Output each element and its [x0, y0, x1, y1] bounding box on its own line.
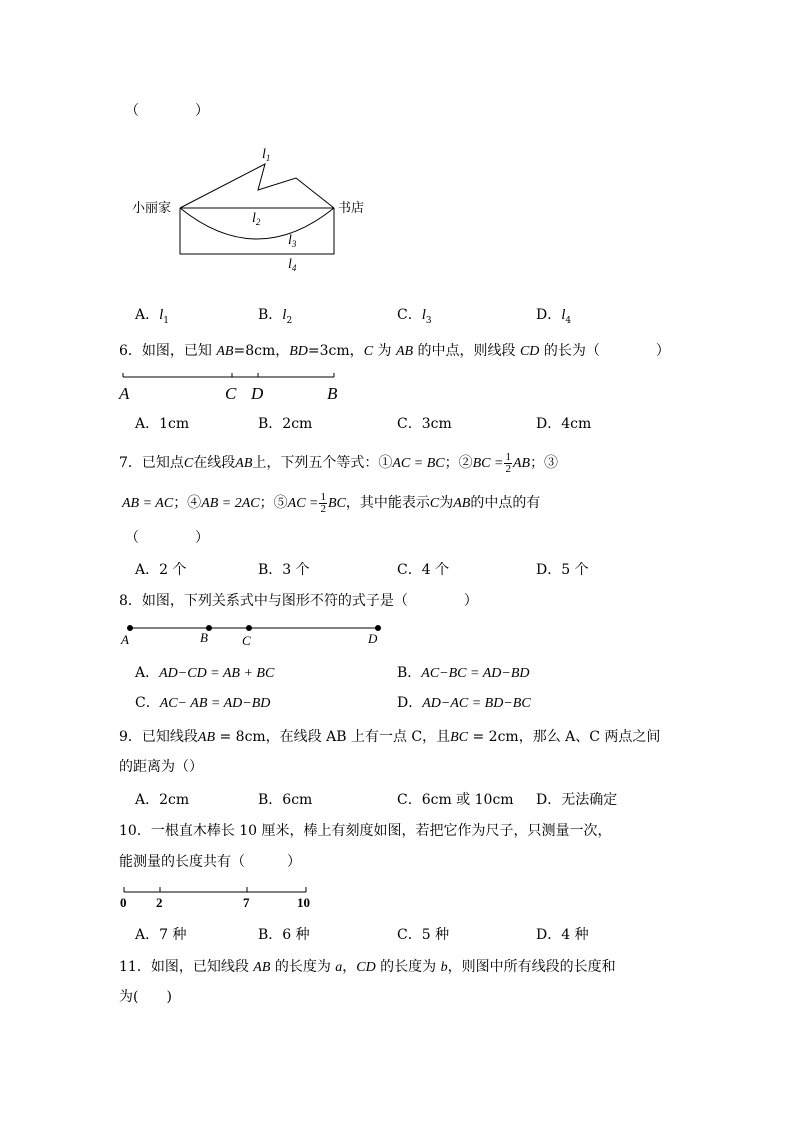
q9-option-c: C．6cm 或 10cm: [397, 792, 514, 808]
question-5-answer-blank: （ ）: [125, 103, 209, 119]
q8-option-a: A．AD−CD = AB + BC: [135, 665, 275, 681]
q6-option-b: B．2cm: [258, 416, 313, 432]
question-11-line-1: 11．如图，已知线段 AB 的长度为 a，CD 的长度为 b，则图中所有线段的长度和: [119, 959, 616, 975]
q7-option-c: C．4 个: [397, 562, 450, 578]
q7-option-a: A．2 个: [135, 562, 187, 578]
q8-point-b: B: [200, 630, 208, 645]
label-l4: $l_4$: [288, 257, 297, 273]
q5-option-d: D．$l_4$: [536, 307, 572, 326]
q8-option-b: B．AC−BC = AD−BD: [397, 665, 530, 681]
q8-option-c: C．AC− AB = AD−BD: [135, 695, 271, 711]
question-7-line-2: AB = AC；④AB = 2AC；⑤AC = $\frac{1}{2}$ BC，其中能表示C为AB的中点的有: [122, 490, 541, 515]
q9-option-d: D．无法确定: [536, 792, 618, 808]
q6-option-d: D．4cm: [536, 416, 592, 432]
question-7-line-1: 7．已知点C在线段AB上，下列五个等式：①AC = BC；②BC = $\frac{1}{2}$ AB；③: [119, 450, 559, 475]
q7-option-d: D．5 个: [536, 562, 589, 578]
q6-point-d: D: [251, 384, 264, 403]
q6-segment-figure: [115, 368, 375, 408]
question-9-line-1: 9．已知线段AB = 8cm，在线段 AB 上有一点 C，且BC = 2cm，那么 A、C 两点之间: [119, 729, 661, 745]
question-10-line-2: 能测量的长度共有（ ）: [119, 854, 301, 870]
q6-point-a: A: [119, 384, 130, 403]
question-9-line-2: 的距离为（）: [119, 759, 203, 775]
q5-option-c: C．$l_3$: [397, 307, 432, 326]
q8-point-a: A: [121, 632, 129, 647]
q9-option-b: B．6cm: [258, 792, 313, 808]
q10-option-c: C．5 种: [397, 927, 450, 943]
q6-point-b: B: [327, 384, 338, 403]
q6-point-c: C: [225, 384, 237, 403]
q6-option-c: C．3cm: [397, 416, 452, 432]
q8-point-d: D: [368, 631, 378, 646]
q10-ruler-figure: [115, 882, 335, 914]
q7-option-b: B．3 个: [258, 562, 310, 578]
question-8: 8．如图，下列关系式中与图形不符的式子是（ ）: [119, 593, 478, 609]
q10-tick-2: 2: [156, 895, 163, 910]
label-home: 小丽家: [132, 201, 172, 216]
q10-option-b: B．6 种: [258, 927, 310, 943]
label-l2: $l_2$: [252, 211, 261, 227]
q10-tick-0: 0: [120, 895, 127, 910]
q10-tick-7: 7: [243, 895, 250, 910]
q8-segment-figure: [115, 618, 395, 654]
question-6: 6．如图，已知 AB=8cm，BD=3cm，C 为 AB 的中点，则线段 CD 的长为（ ）: [119, 343, 670, 359]
q10-option-d: D．4 种: [536, 927, 589, 943]
question-10-line-1: 10．一根直木棒长 10 厘米，棒上有刻度如图，若把它作为尺子，只测量一次，: [119, 823, 612, 839]
q10-tick-10: 10: [297, 895, 310, 910]
fraction-one-half-2: $\frac{1}{2}$: [320, 490, 326, 515]
q5-option-a: A．$l_1$: [135, 307, 170, 326]
fraction-one-half: $\frac{1}{2}$: [505, 450, 511, 475]
q8-point-c: C: [242, 633, 251, 648]
question-7-answer-blank: （ ）: [125, 530, 209, 546]
q8-option-d: D．AD−AC = BD−BC: [397, 695, 531, 711]
path-l1: [180, 164, 334, 208]
path-l4: [180, 208, 334, 254]
q10-option-a: A．7 种: [135, 927, 187, 943]
label-l3: $l_3$: [288, 233, 297, 249]
question-11-line-2: 为( ): [119, 989, 172, 1005]
label-store: 书店: [338, 201, 365, 216]
q9-option-a: A．2cm: [135, 792, 190, 808]
label-l1: $l_1$: [262, 147, 271, 163]
q5-option-b: B．$l_2$: [258, 307, 293, 326]
q6-option-a: A．1cm: [135, 416, 190, 432]
